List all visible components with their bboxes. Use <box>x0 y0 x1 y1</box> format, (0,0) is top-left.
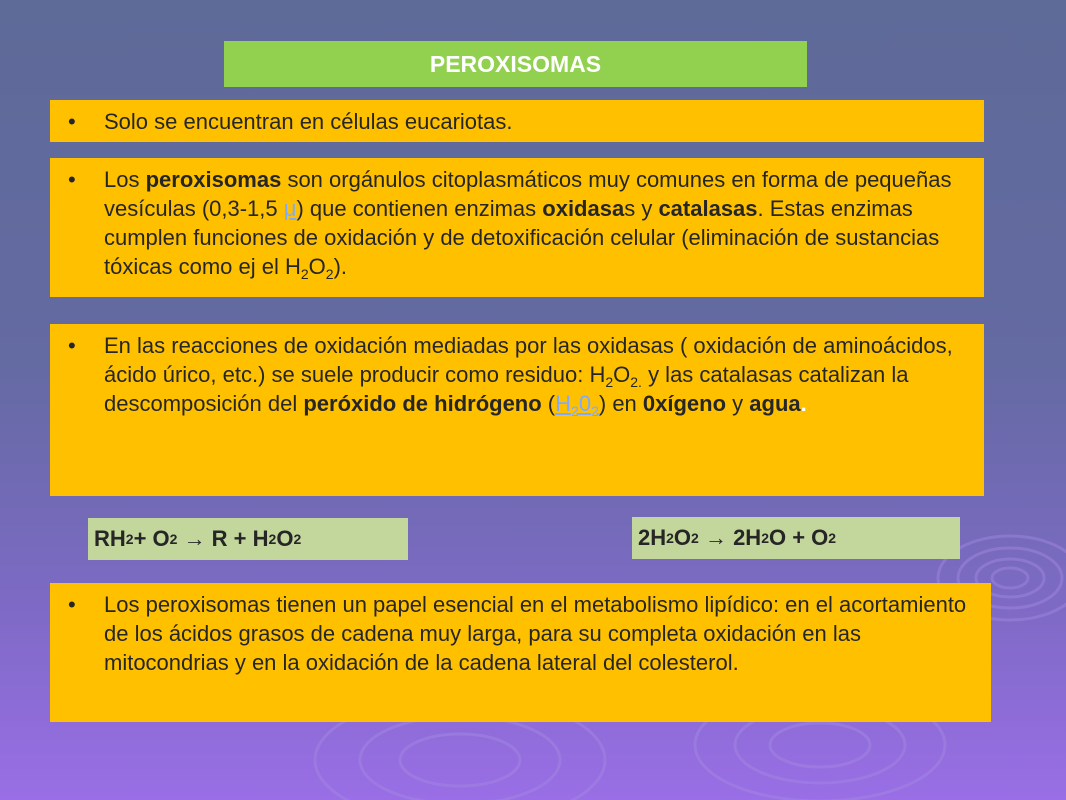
bullet-text-4: Los peroxisomas tienen un papel esencial en el metabolismo lipídico: en el acortamiento de los ácidos grasos de cadena muy larga, para su completa oxidación en las mitocondrias y en la oxidación de la cadena lateral del colesterol. <box>104 592 967 675</box>
equation-catalase: 2H 2 O 2 → 2H 2 O + O 2 <box>632 517 960 559</box>
bullet-marker: • <box>68 592 76 617</box>
bullet-marker: • <box>68 109 76 134</box>
equation-oxidase: RH 2 + O 2 → R + H 2 O 2 <box>88 518 408 560</box>
bullet-marker: • <box>68 333 76 358</box>
page-title: PEROXISOMAS <box>224 41 807 87</box>
bullet-marker: • <box>68 167 76 192</box>
bullet-box-3 <box>50 324 984 496</box>
bullet-text-2: Los peroxisomas son orgánulos citoplasmáticos muy comunes en forma de pequeñas vesículas (0,3-1,5 μ) que contienen enzimas oxidasas y catalasas. Estas enzimas cumplen funciones de oxidación y de detoxificación celular (eliminación de sustancias tóxicas como ej el $H_2O_2$). <box>104 167 952 282</box>
bullet-box-1 <box>50 100 984 142</box>
bullet-box-2 <box>50 158 984 297</box>
h2o2-link[interactable]: $H_20_2$ <box>555 391 599 419</box>
bullet-text-1: Solo se encuentran en células eucariotas. <box>104 109 513 134</box>
micron-link[interactable]: μ <box>283 196 297 221</box>
bullet-text-3: En las reacciones de oxidación mediadas por las oxidasas ( oxidación de aminoácidos, ácido úrico, etc.) se suele producir como residuo: $H_2O_{2.}$ y las catalasas catalizan la descomposición del peróxido de hidrógeno $(H_20_2)$ en 0xígeno y agua. <box>104 333 953 419</box>
bullet-box-4 <box>50 583 991 722</box>
